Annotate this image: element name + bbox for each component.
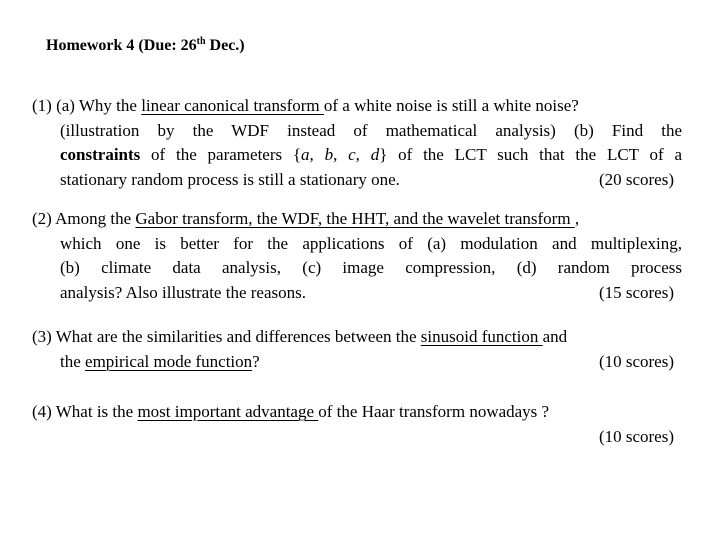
- q1-param-a: a: [301, 145, 310, 164]
- title-suffix: Dec.): [205, 37, 245, 54]
- q1-param-b: b: [324, 145, 334, 164]
- q4-line-1-text-b: of the Haar transform nowadays ?: [318, 402, 550, 421]
- question-4: [32, 400, 682, 449]
- q3-line-2-text-b: ?: [252, 351, 260, 371]
- q2-line-1: [32, 207, 682, 232]
- q1-sep-3: ,: [355, 145, 371, 164]
- q3-line-2-text-a: the: [60, 351, 86, 371]
- q3-score: (10 scores): [598, 351, 674, 371]
- q1-constraints-bold: constraints: [60, 145, 141, 164]
- q2-line-1-text-a: (2) Among the: [32, 209, 136, 228]
- q1-sep-1: ,: [309, 145, 325, 164]
- q1-line-4: [32, 168, 682, 193]
- q2-line-1-text-b: ,: [574, 209, 580, 228]
- q2-underlined-term: Gabor transform, the WDF, the HHT, and the wavelet transform: [135, 209, 575, 228]
- q2-line-2: which one is better for the applications of (a) modulation and multiplexing,: [60, 233, 682, 253]
- question-3: [32, 325, 682, 374]
- q4-line-1-text-a: (4) What is the: [32, 402, 138, 421]
- q4-underlined-term: most important advantage: [137, 402, 319, 421]
- q1-line-2: (illustration by the WDF instead of mathematical analysis) (b) Find the: [60, 120, 682, 140]
- q3-underlined-term-2: empirical mode function: [85, 351, 253, 371]
- q1-line-3-text-b: } of the LCT such that the LCT of a: [379, 145, 683, 164]
- q1-line-3-text-a: of the parameters {: [140, 145, 302, 164]
- q1-param-c: c: [348, 145, 356, 164]
- homework-title: [46, 37, 245, 55]
- q2-score: (15 scores): [598, 282, 674, 302]
- q3-line-1-text-a: (3) What are the similarities and differences between the: [32, 327, 421, 346]
- q1-line-4-text: stationary random process is still a stationary one.: [60, 169, 400, 189]
- q1-sep-2: ,: [333, 145, 349, 164]
- q1-line-1-text-a: (1) (a) Why the: [32, 96, 142, 115]
- title-prefix: Homework 4 (Due: 26: [46, 37, 197, 54]
- q3-line-1: [32, 325, 682, 350]
- q4-line-2: [32, 425, 682, 450]
- q3-line-2: [32, 350, 682, 375]
- q1-underlined-term: linear canonical transform: [141, 96, 324, 115]
- q2-line-4-text: analysis? Also illustrate the reasons.: [60, 282, 306, 302]
- title-superscript: th: [196, 36, 206, 47]
- question-1: [32, 94, 682, 192]
- q1-line-1-text-b: of a white noise is still a white noise?: [323, 96, 579, 115]
- q1-line-3: [32, 143, 682, 168]
- q2-line-3: (b) climate data analysis, (c) image compression, (d) random process: [60, 258, 682, 277]
- q1-line-1: [32, 94, 682, 119]
- q4-line-1: [32, 400, 682, 425]
- q3-underlined-term-1: sinusoid function: [420, 327, 543, 346]
- q3-line-1-text-b: and: [542, 327, 568, 346]
- q4-score: (10 scores): [598, 426, 674, 446]
- q1-param-d: d: [370, 145, 380, 164]
- q1-score: (20 scores): [598, 169, 674, 189]
- question-2: [32, 207, 682, 305]
- q2-line-4: [32, 281, 682, 306]
